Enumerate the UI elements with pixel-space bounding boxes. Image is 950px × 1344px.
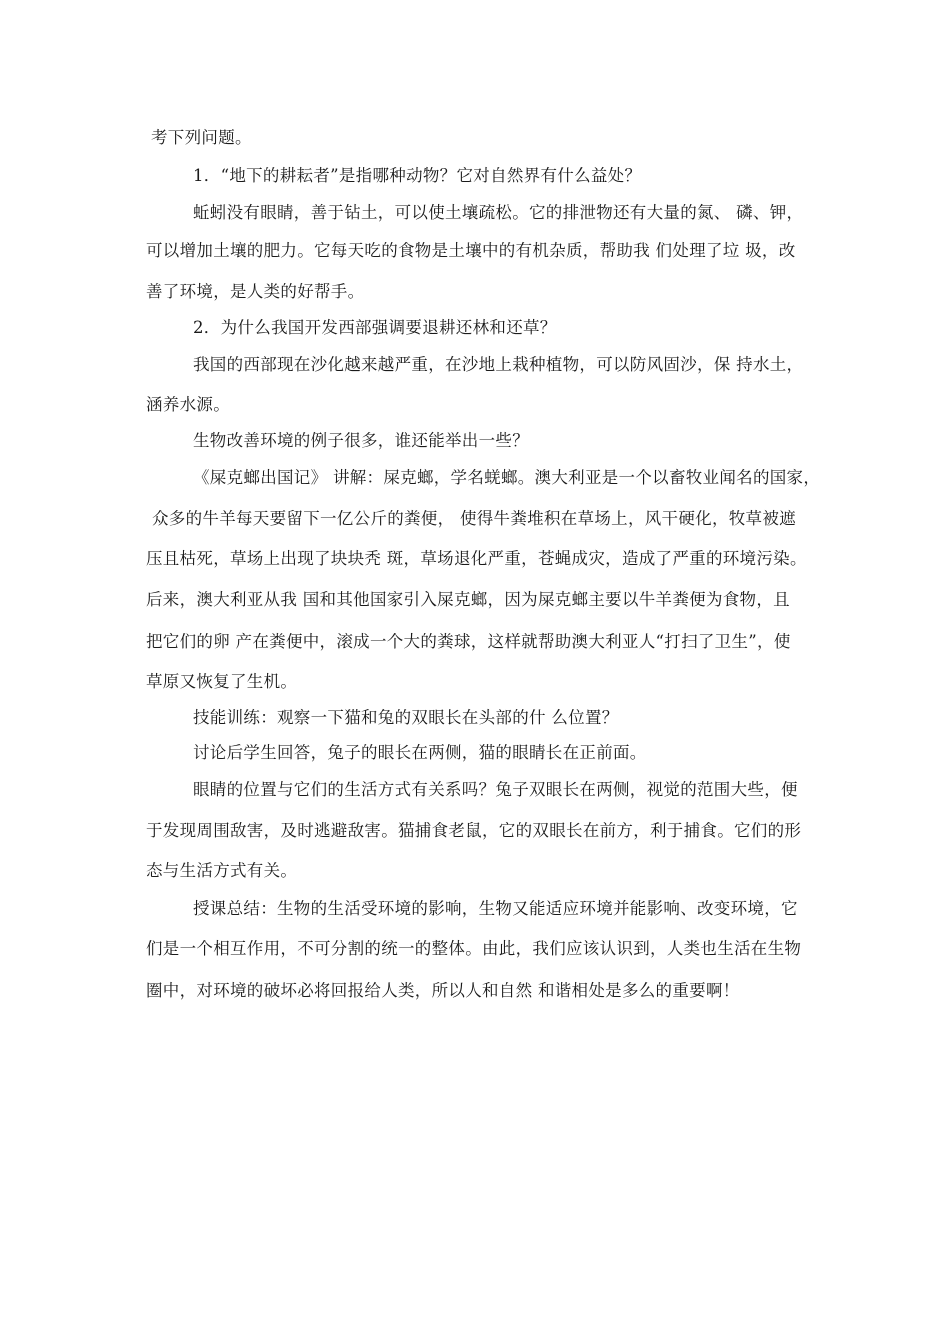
text-line: 授课总结：生物的生活受环境的影响，生物又能适应环境并能影响、改变环境，它: [193, 899, 798, 918]
text-line: 我国的西部现在沙化越来越严重，在沙地上栽种植物，可以防风固沙，保 持水土，: [193, 355, 804, 374]
text-line: 压且枯死，草场上出现了块块秃 斑，草场退化严重，苍蝇成灾，造成了严重的环境污染。: [146, 549, 807, 568]
question-1: 1．“地下的耕耘者”是指哪种动物？它对自然界有什么益处？: [193, 166, 642, 185]
text-line: 草原又恢复了生机。: [146, 672, 298, 691]
text-line: 讨论后学生回答，兔子的眼长在两侧，猫的眼睛长在正前面。: [193, 743, 647, 762]
text-line: 涵养水源。: [146, 395, 230, 414]
text-line: 后来，澳大利亚从我 国和其他国家引入屎克螂，因为屎克螂主要以牛羊粪便为食物，且: [146, 590, 790, 609]
text-line: 可以增加土壤的肥力。它每天吃的食物是土壤中的有机杂质，帮助我 们处理了垃 圾，改: [146, 241, 796, 260]
text-line: 技能训练：观察一下猫和兔的双眼长在头部的什 么位置？: [193, 708, 619, 727]
text-line: 善了环境，是人类的好帮手。: [146, 282, 365, 301]
text-line: 蚯蚓没有眼睛，善于钻土，可以使土壤疏松。它的排泄物还有大量的氮、 磷、钾，: [193, 203, 804, 222]
question-2: 2．为什么我国开发西部强调要退耕还林和还草？: [193, 318, 557, 337]
text-line: 于发现周围敌害，及时逃避敌害。猫捕食老鼠，它的双眼长在前方，利于捕食。它们的形: [146, 821, 802, 840]
text-line: 考下列问题。: [151, 128, 252, 147]
text-line: 把它们的卵 产在粪便中，滚成一个大的粪球，这样就帮助澳大利亚人“打扫了卫生”，使: [146, 632, 791, 651]
text-line: 眼睛的位置与它们的生活方式有关系吗？兔子双眼长在两侧，视觉的范围大些，便: [193, 780, 798, 799]
text-line: 们是一个相互作用，不可分割的统一的整体。由此，我们应该认识到，人类也生活在生物: [146, 939, 802, 958]
text-line: 众多的牛羊每天要留下一亿公斤的粪便， 使得牛粪堆积在草场上，风干硬化，牧草被遮: [152, 509, 796, 528]
text-line: 态与生活方式有关。: [146, 861, 298, 880]
text-line: 圈中，对环境的破坏必将回报给人类，所以人和自然 和谐相处是多么的重要啊！: [146, 981, 740, 1000]
text-line: 《屎克螂出国记》 讲解：屎克螂，学名蜣螂。澳大利亚是一个以畜牧业闻名的国家，: [193, 468, 821, 487]
text-line: 生物改善环境的例子很多，谁还能举出一些？: [193, 431, 529, 450]
